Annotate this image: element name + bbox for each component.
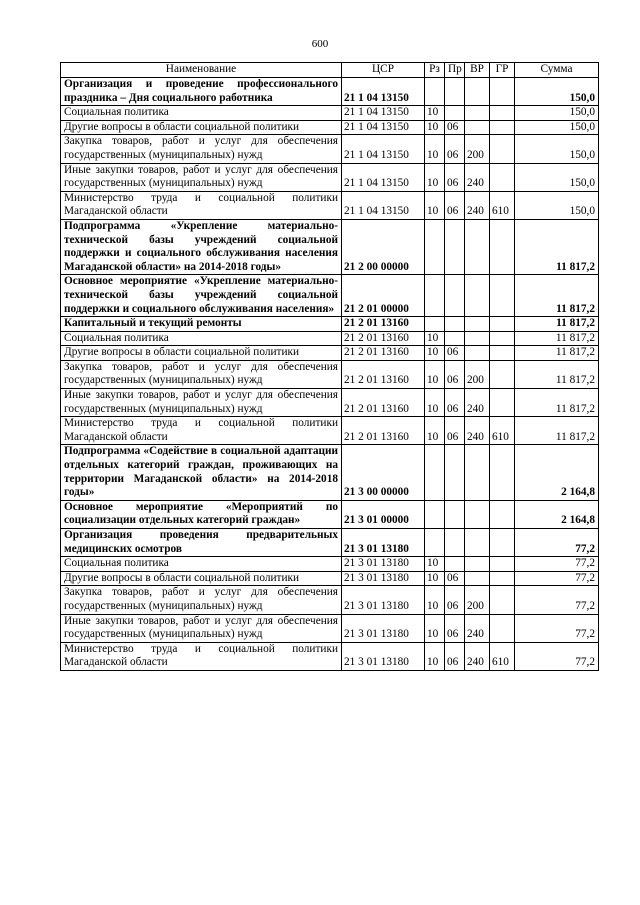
cell-csr: 21 2 00 00000 [342,219,425,274]
cell-name: Другие вопросы в области социальной политики [61,346,342,361]
cell-sum: 11 817,2 [515,317,599,332]
cell-gr [490,135,515,163]
cell-rz [425,529,445,557]
cell-rz [425,445,445,500]
cell-pr [445,275,465,317]
cell-rz: 10 [425,120,445,135]
cell-name: Министерство труда и социальной политики Магаданской области [61,191,342,219]
budget-table [60,62,599,671]
cell-rz [425,275,445,317]
cell-name: Закупка товаров, работ и услуг для обеспечения государственных (муниципальных) нужд [61,360,342,388]
cell-name: Закупка товаров, работ и услуг для обеспечения государственных (муниципальных) нужд [61,586,342,614]
cell-sum: 77,2 [515,557,599,572]
cell-vr: 200 [465,586,490,614]
table-header-row [61,63,599,78]
table-row [61,417,599,445]
cell-rz [425,219,445,274]
cell-vr [465,557,490,572]
cell-vr [465,445,490,500]
cell-rz [425,317,445,332]
cell-gr [490,529,515,557]
table-row [61,389,599,417]
cell-gr [490,500,515,528]
cell-sum: 77,2 [515,642,599,670]
cell-pr: 06 [445,586,465,614]
cell-pr [445,219,465,274]
table-row [61,120,599,135]
cell-rz: 10 [425,346,445,361]
cell-name: Капитальный и текущий ремонты [61,317,342,332]
cell-gr [490,120,515,135]
cell-name: Организация и проведение профессионального праздника – Дня социального работника [61,78,342,106]
cell-vr [465,219,490,274]
cell-sum: 150,0 [515,78,599,106]
cell-sum: 150,0 [515,106,599,121]
column-header-name: Наименование [61,63,342,78]
cell-pr [445,106,465,121]
cell-pr: 06 [445,120,465,135]
cell-sum: 77,2 [515,571,599,586]
cell-csr: 21 2 01 13160 [342,317,425,332]
cell-name: Закупка товаров, работ и услуг для обеспечения государственных (муниципальных) нужд [61,135,342,163]
cell-rz: 10 [425,417,445,445]
cell-pr: 06 [445,163,465,191]
cell-pr: 06 [445,614,465,642]
table-row [61,529,599,557]
cell-gr [490,106,515,121]
cell-name: Подпрограмма «Содействие в социальной адаптации отдельных категорий граждан, проживающих на территории Магаданской области» на 2014-2018 годы» [61,445,342,500]
cell-csr: 21 3 01 00000 [342,500,425,528]
cell-csr: 21 1 04 13150 [342,135,425,163]
cell-pr [445,557,465,572]
cell-rz: 10 [425,586,445,614]
cell-pr: 06 [445,191,465,219]
cell-csr: 21 3 01 13180 [342,614,425,642]
cell-gr [490,317,515,332]
cell-name: Иные закупки товаров, работ и услуг для обеспечения государственных (муниципальных) нужд [61,389,342,417]
cell-vr [465,331,490,346]
cell-vr [465,78,490,106]
cell-pr [445,500,465,528]
table-row [61,135,599,163]
cell-sum: 11 817,2 [515,389,599,417]
cell-sum: 11 817,2 [515,331,599,346]
table-row [61,642,599,670]
cell-gr [490,78,515,106]
cell-sum: 77,2 [515,586,599,614]
cell-rz: 10 [425,135,445,163]
table-row [61,163,599,191]
cell-vr: 200 [465,360,490,388]
cell-name: Организация проведения предварительных медицинских осмотров [61,529,342,557]
cell-rz: 10 [425,106,445,121]
cell-name: Социальная политика [61,331,342,346]
cell-vr: 240 [465,614,490,642]
cell-gr [490,557,515,572]
cell-gr [490,360,515,388]
table-row [61,500,599,528]
cell-vr: 240 [465,417,490,445]
cell-name: Социальная политика [61,557,342,572]
table-row [61,331,599,346]
cell-vr [465,317,490,332]
cell-rz: 10 [425,557,445,572]
cell-csr: 21 1 04 13150 [342,163,425,191]
cell-pr: 06 [445,389,465,417]
cell-csr: 21 2 01 13160 [342,417,425,445]
column-header-csr: ЦСР [342,63,425,78]
cell-csr: 21 1 04 13150 [342,191,425,219]
cell-name: Социальная политика [61,106,342,121]
cell-rz: 10 [425,163,445,191]
cell-csr: 21 3 01 13180 [342,571,425,586]
table-row [61,317,599,332]
cell-name: Другие вопросы в области социальной политики [61,120,342,135]
cell-csr: 21 3 01 13180 [342,529,425,557]
cell-name: Иные закупки товаров, работ и услуг для обеспечения государственных (муниципальных) нужд [61,163,342,191]
cell-gr [490,389,515,417]
table-row [61,586,599,614]
cell-vr [465,571,490,586]
cell-sum: 77,2 [515,529,599,557]
table-row [61,78,599,106]
cell-csr: 21 3 01 13180 [342,586,425,614]
cell-gr: 610 [490,417,515,445]
cell-gr [490,586,515,614]
column-header-gr: ГР [490,63,515,78]
table-row [61,219,599,274]
cell-gr [490,571,515,586]
cell-csr: 21 3 00 00000 [342,445,425,500]
column-header-rz: Рз [425,63,445,78]
cell-csr: 21 2 01 13160 [342,346,425,361]
page-number: 600 [311,38,329,50]
cell-rz: 10 [425,360,445,388]
cell-vr [465,106,490,121]
table-body [61,78,599,671]
cell-gr [490,614,515,642]
cell-pr: 06 [445,360,465,388]
cell-sum: 11 817,2 [515,219,599,274]
cell-rz [425,500,445,528]
cell-csr: 21 1 04 13150 [342,78,425,106]
cell-vr [465,346,490,361]
cell-gr: 610 [490,191,515,219]
cell-pr [445,78,465,106]
cell-pr [445,331,465,346]
cell-sum: 77,2 [515,614,599,642]
cell-csr: 21 1 04 13150 [342,120,425,135]
cell-vr [465,120,490,135]
cell-gr: 610 [490,642,515,670]
table-row [61,106,599,121]
cell-gr [490,445,515,500]
cell-name: Основное мероприятие «Укрепление материально-технической базы учреждений социальной поддержки и социального обслуживания населения» [61,275,342,317]
cell-vr: 200 [465,135,490,163]
cell-pr: 06 [445,135,465,163]
cell-vr: 240 [465,389,490,417]
cell-pr: 06 [445,642,465,670]
cell-csr: 21 2 01 13160 [342,360,425,388]
cell-sum: 150,0 [515,135,599,163]
cell-vr: 240 [465,642,490,670]
cell-sum: 150,0 [515,163,599,191]
cell-sum: 11 817,2 [515,275,599,317]
table-row [61,360,599,388]
cell-name: Министерство труда и социальной политики Магаданской области [61,417,342,445]
cell-csr: 21 2 01 00000 [342,275,425,317]
cell-sum: 11 817,2 [515,417,599,445]
cell-rz: 10 [425,191,445,219]
cell-rz: 10 [425,642,445,670]
cell-csr: 21 3 01 13180 [342,557,425,572]
table-row [61,445,599,500]
cell-name: Основное мероприятие «Мероприятий по социализации отдельных категорий граждан» [61,500,342,528]
cell-vr: 240 [465,163,490,191]
cell-vr [465,500,490,528]
cell-gr [490,163,515,191]
cell-rz [425,78,445,106]
cell-name: Министерство труда и социальной политики Магаданской области [61,642,342,670]
table-row [61,557,599,572]
cell-vr: 240 [465,191,490,219]
cell-csr: 21 2 01 13160 [342,389,425,417]
cell-gr [490,331,515,346]
cell-pr [445,317,465,332]
table-row [61,191,599,219]
cell-pr: 06 [445,346,465,361]
cell-name: Другие вопросы в области социальной политики [61,571,342,586]
cell-csr: 21 1 04 13150 [342,106,425,121]
column-header-sum: Сумма [515,63,599,78]
table-row [61,614,599,642]
cell-csr: 21 3 01 13180 [342,642,425,670]
cell-sum: 150,0 [515,120,599,135]
table-row [61,275,599,317]
cell-sum: 2 164,8 [515,500,599,528]
cell-sum: 150,0 [515,191,599,219]
cell-sum: 11 817,2 [515,360,599,388]
cell-vr [465,275,490,317]
cell-sum: 2 164,8 [515,445,599,500]
cell-sum: 11 817,2 [515,346,599,361]
cell-rz: 10 [425,331,445,346]
cell-gr [490,219,515,274]
cell-rz: 10 [425,614,445,642]
cell-pr: 06 [445,417,465,445]
cell-gr [490,275,515,317]
cell-pr: 06 [445,571,465,586]
cell-csr: 21 2 01 13160 [342,331,425,346]
cell-rz: 10 [425,389,445,417]
column-header-pr: Пр [445,63,465,78]
table-row [61,571,599,586]
cell-rz: 10 [425,571,445,586]
cell-pr [445,445,465,500]
cell-name: Подпрограмма «Укрепление материально-технической базы учреждений социальной поддержки и социального обслуживания населения Магаданской области» на 2014-2018 годы» [61,219,342,274]
cell-vr [465,529,490,557]
column-header-vr: ВР [465,63,490,78]
cell-name: Иные закупки товаров, работ и услуг для обеспечения государственных (муниципальных) нужд [61,614,342,642]
cell-pr [445,529,465,557]
table-row [61,346,599,361]
cell-gr [490,346,515,361]
